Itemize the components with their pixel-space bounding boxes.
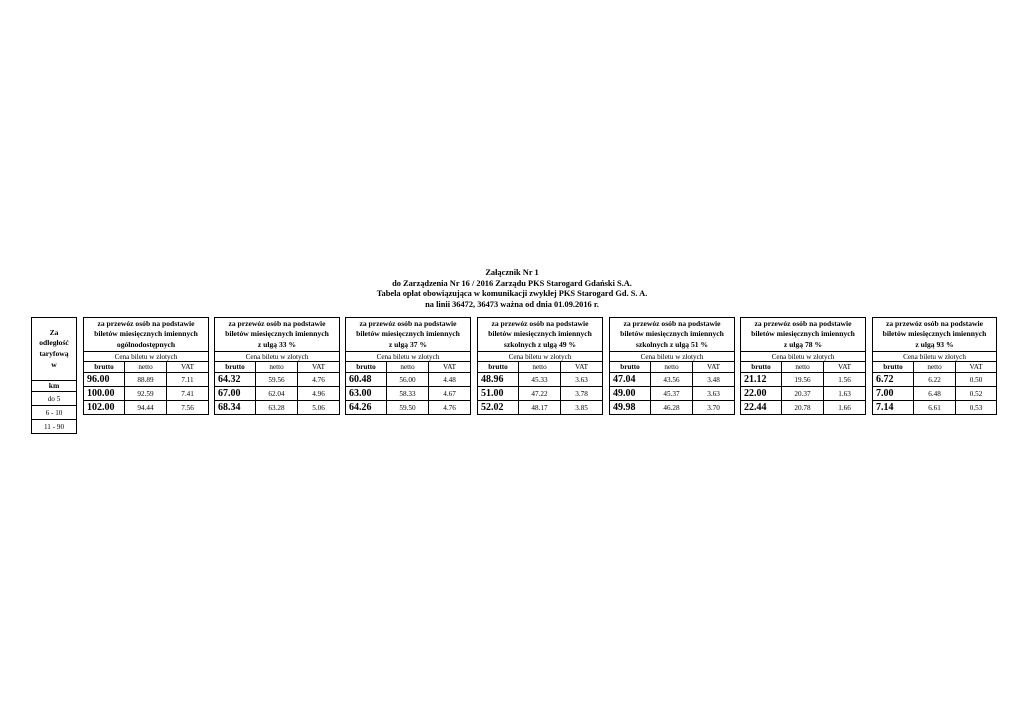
group-title-line: biletów miesięcznych imiennych	[94, 329, 198, 339]
netto-price: 43.56	[651, 373, 693, 387]
price-caption: Cena biletu w złotych	[610, 352, 735, 362]
price-caption: Cena biletu w złotych	[215, 352, 340, 362]
column-header-vat: VAT	[824, 362, 866, 373]
vat-amount: 0.52	[956, 387, 997, 401]
table-row	[741, 373, 866, 387]
column-header-brutto: brutto	[610, 362, 651, 373]
table-row	[741, 401, 866, 415]
table-row	[610, 373, 735, 387]
distance-unit: km	[32, 381, 77, 392]
group-title-line: z ulgą 33 %	[257, 339, 297, 349]
table-row	[84, 401, 209, 415]
netto-price: 92.59	[125, 387, 167, 401]
price-caption: Cena biletu w złotych	[873, 352, 997, 362]
netto-price: 62.04	[256, 387, 298, 401]
table-row	[215, 373, 340, 387]
group-title-line: biletów miesięcznych imiennych	[225, 329, 329, 339]
netto-price: 88.89	[125, 373, 167, 387]
netto-price: 20.37	[782, 387, 824, 401]
fare-group-table	[83, 317, 209, 415]
distance-header-line: odległość	[39, 338, 69, 348]
column-header-brutto: brutto	[873, 362, 914, 373]
annex-title: Załącznik Nr 1	[485, 268, 539, 277]
vat-amount: 1.66	[824, 401, 866, 415]
vat-amount: 3.85	[561, 401, 603, 415]
group-title-line: z ulgą 37 %	[388, 339, 428, 349]
brutto-price: 6.72	[873, 373, 914, 387]
distance-header-line: taryfową	[39, 349, 69, 358]
vat-amount: 5.06	[298, 401, 340, 415]
fare-tables	[0, 317, 1024, 431]
brutto-price: 100.00	[84, 387, 125, 401]
table-row	[873, 387, 997, 401]
column-header-vat: VAT	[298, 362, 340, 373]
distance-header-line: Za	[49, 327, 59, 337]
group-title	[84, 318, 209, 352]
column-header-netto: netto	[125, 362, 167, 373]
validity-line: na linii 36472, 36473 ważna od dnia 01.09.2016 r.	[425, 299, 599, 309]
column-header-vat: VAT	[429, 362, 471, 373]
table-row	[478, 373, 603, 387]
distance-range: 6 - 10	[32, 406, 77, 420]
column-header-netto: netto	[387, 362, 429, 373]
brutto-price: 49.00	[610, 387, 651, 401]
column-header-netto: netto	[256, 362, 298, 373]
column-header-brutto: brutto	[741, 362, 782, 373]
netto-price: 56.00	[387, 373, 429, 387]
distance-table	[31, 317, 77, 434]
column-header-netto: netto	[651, 362, 693, 373]
group-title-line: za przewóz osób na podstawie	[359, 319, 457, 328]
vat-amount: 7.41	[167, 387, 209, 401]
brutto-price: 102.00	[84, 401, 125, 415]
fare-group-table	[740, 317, 866, 415]
fare-group-table	[609, 317, 735, 415]
brutto-price: 7.00	[873, 387, 914, 401]
table-row	[346, 373, 471, 387]
table-row	[84, 373, 209, 387]
group-title-line: za przewóz osób na podstawie	[491, 319, 589, 328]
group-title	[346, 318, 471, 352]
brutto-price: 52.02	[478, 401, 519, 415]
distance-header-line: w	[51, 359, 57, 369]
column-header-vat: VAT	[167, 362, 209, 373]
group-title-line: biletów miesięcznych imiennych	[488, 329, 592, 339]
price-caption: Cena biletu w złotych	[478, 352, 603, 362]
vat-amount: 3.78	[561, 387, 603, 401]
vat-amount: 4.96	[298, 387, 340, 401]
table-row	[610, 401, 735, 415]
fare-group-table	[477, 317, 603, 415]
group-title-line: szkolnych z ulgą 49 %	[503, 339, 577, 349]
brutto-price: 64.32	[215, 373, 256, 387]
group-title-line: za przewóz osób na podstawie	[228, 319, 326, 328]
group-title-line: z ulgą 93 %	[915, 339, 954, 349]
document-header	[0, 268, 1024, 310]
vat-amount: 4.48	[429, 373, 471, 387]
vat-amount: 3.48	[693, 373, 735, 387]
table-row	[346, 387, 471, 401]
brutto-price: 51.00	[478, 387, 519, 401]
netto-price: 6.22	[914, 373, 956, 387]
column-header-brutto: brutto	[478, 362, 519, 373]
distance-range: do 5	[32, 392, 77, 406]
group-title-line: biletów miesięcznych imiennych	[620, 329, 724, 339]
group-title-line: za przewóz osób na podstawie	[97, 319, 195, 328]
brutto-price: 64.26	[346, 401, 387, 415]
group-title	[215, 318, 340, 352]
vat-amount: 0.50	[956, 373, 997, 387]
group-title-line: z ulgą 78 %	[783, 339, 823, 349]
table-title: Tabela opłat obowiązująca w komunikacji zwykłej PKS Starogard Gd. S. A.	[376, 289, 648, 299]
vat-amount: 1.56	[824, 373, 866, 387]
group-title-line: biletów miesięcznych imiennych	[356, 329, 460, 339]
table-row	[873, 373, 997, 387]
brutto-price: 22.44	[741, 401, 782, 415]
table-row	[215, 387, 340, 401]
column-header-netto: netto	[519, 362, 561, 373]
table-row	[478, 401, 603, 415]
vat-amount: 1.63	[824, 387, 866, 401]
price-caption: Cena biletu w złotych	[346, 352, 471, 362]
group-title-line: za przewóz osób na podstawie	[623, 319, 721, 328]
netto-price: 63.28	[256, 401, 298, 415]
brutto-price: 7.14	[873, 401, 914, 415]
column-header-vat: VAT	[693, 362, 735, 373]
netto-price: 59.50	[387, 401, 429, 415]
group-title	[873, 318, 997, 352]
column-header-vat: VAT	[956, 362, 997, 373]
vat-amount: 4.67	[429, 387, 471, 401]
netto-price: 46.28	[651, 401, 693, 415]
netto-price: 45.33	[519, 373, 561, 387]
column-header-vat: VAT	[561, 362, 603, 373]
vat-amount: 3.63	[561, 373, 603, 387]
table-row	[741, 387, 866, 401]
group-title-line: za przewóz osób na podstawie	[885, 319, 984, 328]
column-header-brutto: brutto	[215, 362, 256, 373]
vat-amount: 4.76	[429, 401, 471, 415]
brutto-price: 49.98	[610, 401, 651, 415]
group-title-line: za przewóz osób na podstawie	[754, 319, 852, 328]
netto-price: 6.48	[914, 387, 956, 401]
vat-amount: 7.56	[167, 401, 209, 415]
netto-price: 48.17	[519, 401, 561, 415]
group-title-line: szkolnych z ulgą 51 %	[635, 339, 709, 349]
fare-group-table	[214, 317, 340, 415]
table-row	[610, 387, 735, 401]
table-row	[346, 401, 471, 415]
netto-price: 20.78	[782, 401, 824, 415]
group-title-line: biletów miesięcznych imiennych	[882, 329, 987, 339]
distance-range: 11 - 90	[32, 420, 77, 434]
price-caption: Cena biletu w złotych	[741, 352, 866, 362]
column-header-netto: netto	[782, 362, 824, 373]
distance-header	[32, 318, 77, 381]
vat-amount: 7.11	[167, 373, 209, 387]
group-title-line: ogólnodostępnych	[116, 339, 176, 349]
group-title-line: biletów miesięcznych imiennych	[751, 329, 855, 339]
brutto-price: 60.48	[346, 373, 387, 387]
column-header-netto: netto	[914, 362, 956, 373]
group-title	[478, 318, 603, 352]
brutto-price: 48.96	[478, 373, 519, 387]
table-row	[873, 401, 997, 415]
netto-price: 45.37	[651, 387, 693, 401]
netto-price: 47.22	[519, 387, 561, 401]
column-header-brutto: brutto	[346, 362, 387, 373]
fare-group-table	[345, 317, 471, 415]
netto-price: 19.56	[782, 373, 824, 387]
brutto-price: 21.12	[741, 373, 782, 387]
brutto-price: 67.00	[215, 387, 256, 401]
brutto-price: 96.00	[84, 373, 125, 387]
table-row	[478, 387, 603, 401]
vat-amount: 0.53	[956, 401, 997, 415]
fare-group-table	[872, 317, 997, 415]
vat-amount: 3.70	[693, 401, 735, 415]
brutto-price: 63.00	[346, 387, 387, 401]
table-row	[84, 387, 209, 401]
netto-price: 94.44	[125, 401, 167, 415]
brutto-price: 68.34	[215, 401, 256, 415]
price-caption: Cena biletu w złotych	[84, 352, 209, 362]
regulation-reference: do Zarządzenia Nr 16 / 2016 Zarządu PKS Starogard Gdański S.A.	[392, 278, 632, 288]
netto-price: 59.56	[256, 373, 298, 387]
brutto-price: 22.00	[741, 387, 782, 401]
netto-price: 58.33	[387, 387, 429, 401]
netto-price: 6.61	[914, 401, 956, 415]
group-title	[610, 318, 735, 352]
vat-amount: 3.63	[693, 387, 735, 401]
table-row	[215, 401, 340, 415]
vat-amount: 4.76	[298, 373, 340, 387]
group-title	[741, 318, 866, 352]
column-header-brutto: brutto	[84, 362, 125, 373]
brutto-price: 47.04	[610, 373, 651, 387]
